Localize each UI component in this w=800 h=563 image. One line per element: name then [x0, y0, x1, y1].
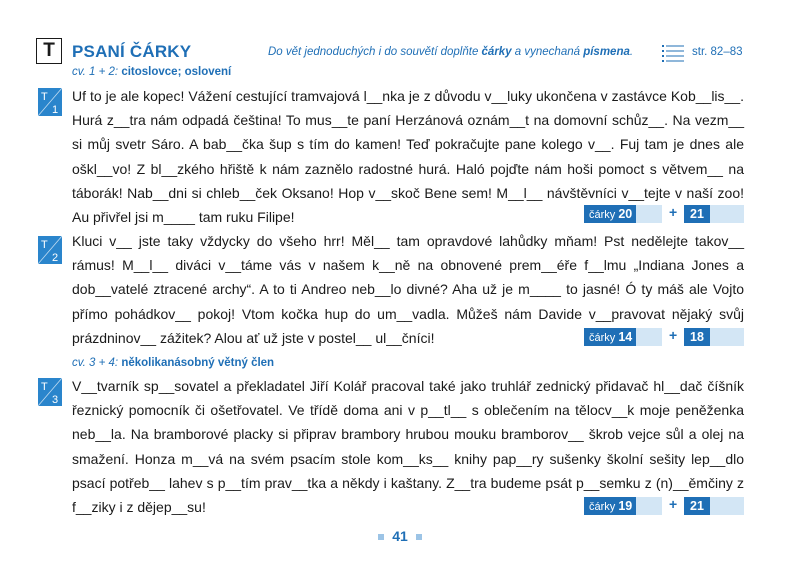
section-letter-box: T	[36, 38, 62, 64]
exercise-2-text: Kluci v__ jste taky vždycky do všeho hrr! Měl__ tam opravdové lahůdky mňam! Pst nedělejte takov__ rámus! M__l__ diváci v__táme vás v našem k__ně na obnovené prem__éře f__lmu „Indiana Jones a dob__vatelé ztracené archy“. A to ti Andreo neb__lo divné? Aha už je m____ to jasné! Ó ty máš ale Vojto přímo pohádkov__ pokoj! Vtom kočka hup do um__vadla. Můžeš nám Davide v__pravovat nějaký svůj prázdninov__ zážitek? Alou ať už jste v postel__ ul__čníci!	[72, 233, 744, 346]
letters-count: 18	[684, 328, 710, 346]
commas-answer-field[interactable]	[636, 328, 662, 346]
svg-text:2: 2	[52, 252, 59, 264]
letters-answer-field[interactable]	[710, 497, 744, 515]
plus-sign: +	[669, 204, 678, 220]
subheading-2: cv. 3 + 4: několikanásobný větný člen	[72, 357, 275, 369]
page-number: 41	[0, 528, 800, 544]
exercise-badge-2	[38, 236, 62, 264]
svg-text:T: T	[41, 239, 48, 251]
svg-text:3: 3	[52, 394, 59, 406]
exercise-badge-3	[38, 378, 62, 406]
page-title: PSANÍ ČÁRKY	[72, 42, 192, 61]
commas-count: čárky 14	[584, 328, 636, 346]
svg-text:1: 1	[52, 104, 59, 116]
svg-text:T: T	[41, 381, 48, 393]
score-box-3	[584, 497, 744, 515]
letters-count: 21	[684, 205, 710, 223]
plus-sign: +	[669, 496, 678, 512]
svg-text:T: T	[41, 91, 48, 103]
page-reference: str. 82–83	[692, 46, 743, 58]
decor-square-left	[378, 534, 384, 540]
letters-answer-field[interactable]	[710, 205, 744, 223]
commas-answer-field[interactable]	[636, 205, 662, 223]
exercise-badge-1	[38, 88, 62, 116]
subheading-1: cv. 1 + 2: citoslovce; oslovení	[72, 66, 232, 78]
list-icon	[662, 44, 686, 62]
exercise-3-text: V__tvarník sp__sovatel a překladatel Jiří Kolář pracoval také jako truhlář zednický přidavač hl__dač číšník řeznický pomocník či ošetřovatel. Ve třídě doma ani v p__tl__ s oblečením na tělocv__k moje peněženka neb__la. Na bramborové placky si připrav brambory hrubou mouku bramborov__ škrob vejce sůl a olej na smažení. Honza m__vá na svém psacím stole kom__ks__ knihy pap__ry sušenky školní sešity lep__dlo psací potřeb__ lahev s p__tím prav__tka a někdy i kaštany. Z__tra budeme psát p__semku z (n)__ěmčiny z f__ziky i z dějep__su!	[72, 378, 744, 516]
score-box-2	[584, 328, 744, 346]
score-box-1	[584, 205, 744, 223]
plus-sign: +	[669, 327, 678, 343]
instruction-text: Do vět jednoduchých i do souvětí doplňte čárky a vynechaná písmena.	[268, 46, 634, 58]
decor-square-right	[416, 534, 422, 540]
exercise-1-text: Uf to je ale kopec! Vážení cestující tramvajová l__nka je z důvodu v__luky ukončena v zastávce Kob__lis__. Hurá z__tra nám odpadá čeština! To mus__te paní Herzánová oznám__t na domovní schůz__. Na vezm__ si můj svetr Sáro. A bab__čka šup s tím do kamen! Teď pokračujte pane kolego v__. Fuj tam je dnes ale oškl__vo! Z bl__zkého hřiště k nám zaznělo radostné hurá. Haló pojďte nám hoši pomoct s větvem__ na táborák! Nab__dni si chleb__ček Oksano! Hop v__skoč Bene sem! M__l__ návštěvníci v__tejte v naší zoo! Au přivřel jsi m____ tam ruku Filipe!	[72, 88, 744, 226]
commas-count: čárky 20	[584, 205, 636, 223]
letters-count: 21	[684, 497, 710, 515]
commas-count: čárky 19	[584, 497, 636, 515]
letters-answer-field[interactable]	[710, 328, 744, 346]
commas-answer-field[interactable]	[636, 497, 662, 515]
